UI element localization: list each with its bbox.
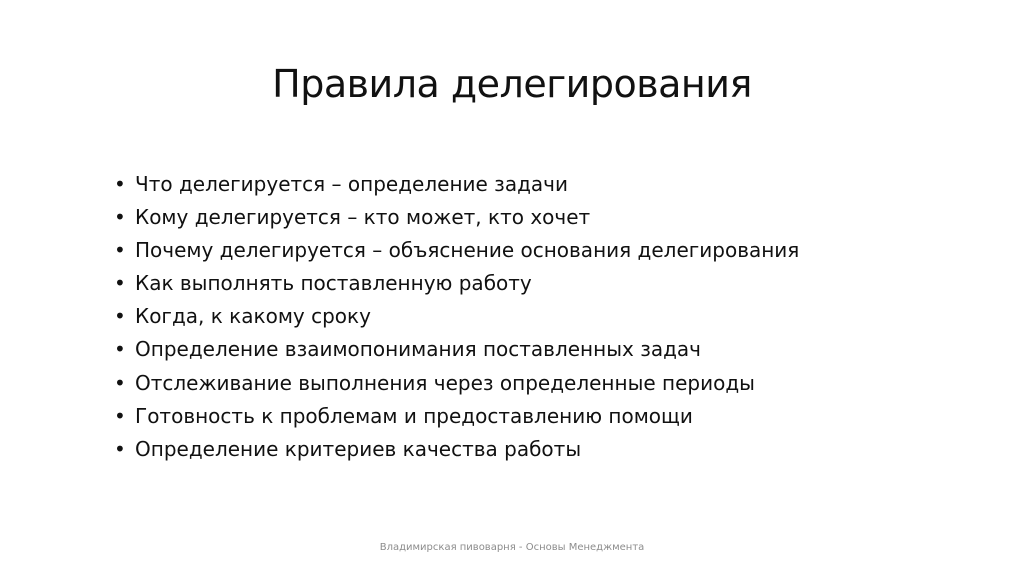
bullet-text: Готовность к проблемам и предоставлению помощи (135, 403, 693, 428)
list-item (114, 367, 799, 400)
list-item (114, 201, 799, 234)
bullet-text: Почему делегируется – объяснение основания делегирования (135, 238, 800, 263)
list-item (114, 300, 799, 333)
bullet-icon: • (114, 172, 126, 196)
bullet-text: Что делегируется – определение задачи (135, 172, 568, 196)
bullet-icon: • (114, 403, 126, 428)
list-item (114, 267, 799, 300)
list-item (114, 234, 799, 267)
bullet-list (114, 168, 799, 466)
bullet-text: Кому делегируется – кто может, кто хочет (135, 205, 591, 230)
bullet-icon: • (114, 238, 126, 263)
list-item (114, 400, 799, 433)
bullet-icon: • (114, 271, 126, 296)
bullet-icon: • (114, 370, 126, 395)
bullet-text: Как выполнять поставленную работу (135, 271, 532, 296)
list-item (114, 168, 799, 201)
bullet-text: Определение взаимопонимания поставленных задач (135, 337, 701, 362)
bullet-text: Когда, к какому сроку (135, 304, 371, 329)
bullet-icon: • (114, 304, 126, 329)
bullet-icon: • (114, 205, 126, 230)
list-item (114, 433, 799, 466)
list-item (114, 333, 799, 366)
bullet-text: Отслеживание выполнения через определенные периоды (135, 370, 755, 395)
bullet-text: Определение критериев качества работы (135, 436, 582, 461)
slide-footer: Владимирская пивоварня - Основы Менеджмента (379, 542, 645, 553)
bullet-icon: • (114, 436, 126, 461)
slide-title: Правила делегирования (272, 62, 752, 106)
bullet-icon: • (114, 337, 126, 362)
